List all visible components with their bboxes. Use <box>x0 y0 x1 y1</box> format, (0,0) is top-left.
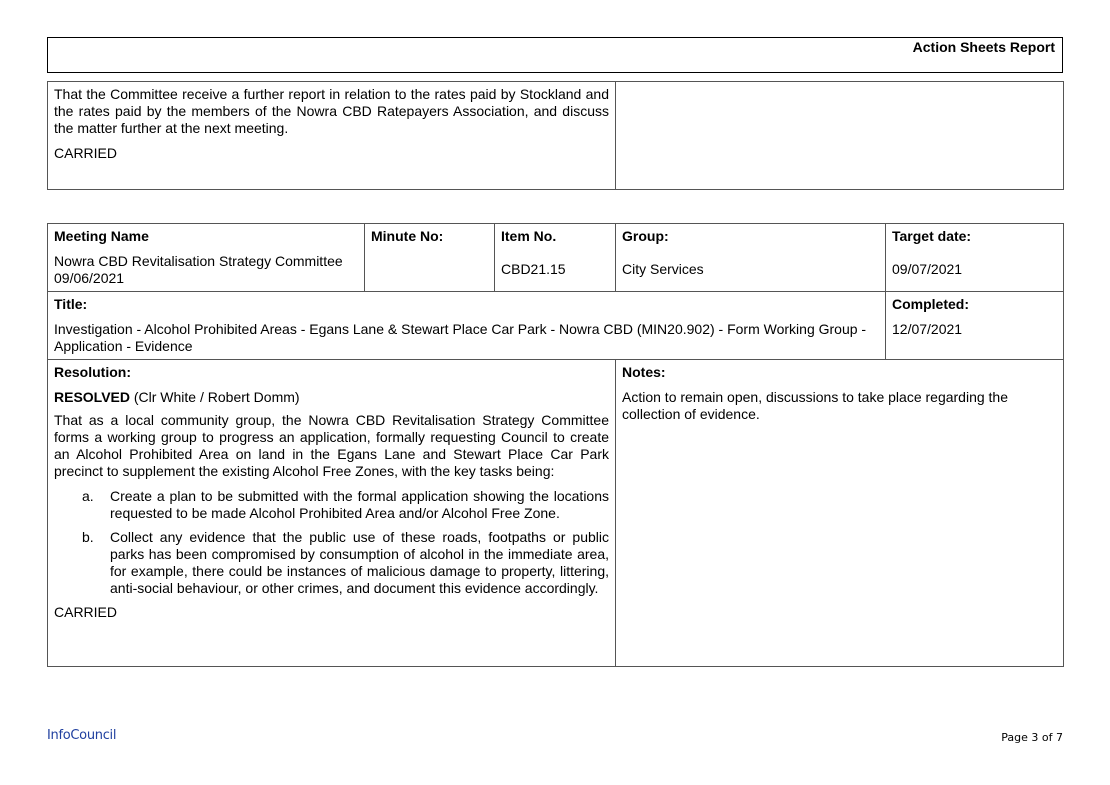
title-cell <box>48 292 886 360</box>
list-item <box>54 529 609 597</box>
title-value: Investigation - Alcohol Prohibited Areas - Egans Lane & Stewart Place Car Park - Nowra CBD (MIN20.902) - Form Working Group - Application - Evidence <box>54 321 867 354</box>
group-label: Group: <box>622 228 669 244</box>
target-date-value: 09/07/2021 <box>892 261 963 277</box>
previous-resolution-cell <box>48 82 616 190</box>
completed-label: Completed: <box>892 296 969 312</box>
resolution-cell <box>48 360 616 667</box>
resolved-label: RESOLVED <box>54 389 130 405</box>
resolution-intro: That as a local community group, the Nowra CBD Revitalisation Strategy Committee forms a working group to progress an application, formally requesting Council to create an Alcohol Prohibited Area on land in the Egans Lane and Stewart Place Car Park precinct to supplement the existing Alcohol Free Zones, with the key tasks being: <box>54 412 609 479</box>
report-header <box>47 37 1063 73</box>
previous-action-table <box>47 81 1064 190</box>
completed-value: 12/07/2021 <box>892 321 963 337</box>
group-value: City Services <box>622 261 704 277</box>
list-marker: a. <box>82 488 94 504</box>
previous-notes-cell <box>616 82 1064 190</box>
notes-cell <box>616 360 1064 667</box>
resolution-task-list <box>54 488 609 597</box>
page-number: Page 3 of 7 <box>1001 731 1063 744</box>
resolved-by: (Clr White / Robert Domm) <box>133 389 300 405</box>
target-date-cell <box>886 224 1064 292</box>
notes-text: Action to remain open, discussions to take place regarding the collection of evidence. <box>622 389 1009 422</box>
resolution-label: Resolution: <box>54 364 131 380</box>
action-sheet-table <box>47 223 1064 667</box>
previous-resolution-text: That the Committee receive a further report in relation to the rates paid by Stockland and the rates paid by the members of the Nowra CBD Ratepayers Association, and discuss the matter further at the next meeting. <box>54 86 609 136</box>
report-title: Action Sheets Report <box>912 39 1055 55</box>
meeting-name-value: Nowra CBD Revitalisation Strategy Committee 09/06/2021 <box>54 253 343 286</box>
minute-no-cell <box>365 224 495 292</box>
group-cell <box>616 224 886 292</box>
resolution-status: CARRIED <box>54 604 118 620</box>
title-label: Title: <box>54 296 88 312</box>
previous-status: CARRIED <box>54 145 118 161</box>
list-item <box>54 488 609 522</box>
item-no-cell <box>495 224 616 292</box>
list-marker: b. <box>82 529 94 545</box>
resolved-line <box>54 389 609 406</box>
item-no-label: Item No. <box>501 228 557 244</box>
list-item-text: Create a plan to be submitted with the formal application showing the locations requested to be made Alcohol Prohibited Area and/or Alcohol Free Zone. <box>110 488 609 521</box>
target-date-label: Target date: <box>892 228 972 244</box>
list-item-text: Collect any evidence that the public use of these roads, footpaths or public parks has been compromised by consumption of alcohol in the immediate area, for example, there could be instances of malicious damage to property, littering, anti-social behaviour, or other crimes, and document this evidence accordingly. <box>110 529 609 596</box>
notes-label: Notes: <box>622 364 666 380</box>
item-no-value: CBD21.15 <box>501 261 566 277</box>
completed-cell <box>886 292 1064 360</box>
meeting-name-cell <box>48 224 365 292</box>
meeting-name-label: Meeting Name <box>54 228 149 244</box>
minute-no-label: Minute No: <box>371 228 444 244</box>
infocouncil-logo: InfoCouncil <box>47 728 117 743</box>
